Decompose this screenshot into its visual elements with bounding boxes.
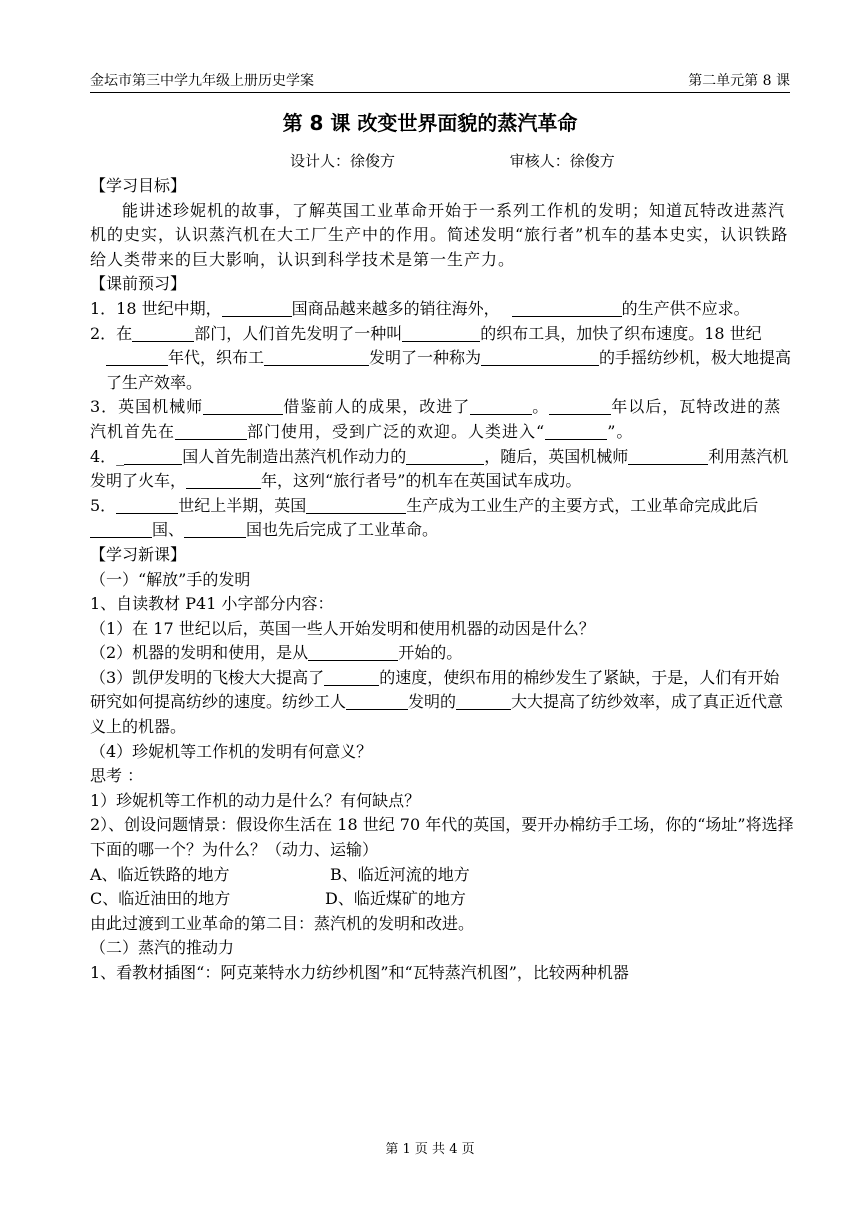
page-header — [90, 70, 790, 93]
item1: 1、自读教材 P41 小字部分内容： — [90, 594, 334, 614]
credits — [290, 150, 615, 171]
page-footer: 第 1 页 共 4 页 — [385, 1142, 475, 1157]
page-title: 第 8 课 改变世界面貌的蒸汽革命 — [282, 111, 578, 135]
sub-q3: （3）凯伊发明的飞梭大大提高了 的速度，使织布用的棉纱发生了紧缺，于是，人们有开始研究如何提高纺纱的速度。纺纱工人 发明的 大大提高了纺纱效率，成了真正近代意义上的机器。 — [90, 667, 784, 737]
designer: 设计人：徐俊方 — [290, 152, 396, 170]
reviewer: 审核人：徐俊方 — [509, 152, 615, 170]
preview-q5: 5． 世纪上半期，英国 生产成为工业生产的主要方式，工业革命完成此后国、 国也先后完成了工业革命。 — [90, 495, 759, 540]
preview-q3: 3．英国机械师 借鉴前人的成果，改进了 。 年以后，瓦特改进的蒸汽机首先在 部门使用，受到广泛的欢迎。人类进入“ ”。 — [90, 397, 782, 441]
option-a: A、临近铁路的地方 — [90, 864, 230, 884]
preview-q1: 1．18 世纪中期， 国商品越来越多的销往海外， 的生产供不应求。 — [90, 298, 750, 318]
part1-title: （一）“解放”手的发明 — [90, 569, 251, 589]
sub-q2: （2）机器的发明和使用，是从 开始的。 — [90, 643, 463, 663]
transition-text: 由此过渡到工业革命的第二目：蒸汽机的发明和改进。 — [90, 913, 475, 933]
sub-q1: （1）在 17 世纪以后，英国一些人开始发明和使用机器的动因是什么？ — [90, 618, 595, 638]
think-q1: 1）珍妮机等工作机的动力是什么？有何缺点？ — [90, 790, 421, 810]
header-unit: 第二单元第 8 课 — [688, 73, 790, 89]
sub-q4: （4）珍妮机等工作机的发明有何意义？ — [90, 741, 373, 761]
preview-q2: 2．在 部门，人们首先发明了一种叫 的织布工具，加快了织布速度。18 世纪年代，织布工 发明了一种称为 的手摇纺纱机，极大地提高了生产效率。 — [90, 323, 792, 392]
section-new: 【学习新课】 — [90, 544, 187, 564]
think-q2: 2）、创设问题情景：假设你生活在 18 世纪 70 年代的英国，要开办棉纺手工场，你的“场址”将选择下面的哪一个？为什么？（动力、运输） — [90, 815, 794, 860]
options-row-2 — [90, 887, 795, 912]
part2-title: （二）蒸汽的推动力 — [90, 938, 235, 958]
think-label: 思考 ： — [90, 766, 144, 786]
header-school: 金坛市第三中学九年级上册历史学案 — [90, 73, 314, 89]
section-goals: 【学习目标】 — [90, 176, 187, 195]
section-preview: 【课前预习】 — [90, 274, 187, 294]
document-body — [90, 174, 795, 986]
option-b: B、临近河流的地方 — [330, 864, 470, 884]
option-c: C、临近油田的地方 — [90, 889, 231, 909]
goals-text: 能讲述珍妮机的故事，了解英国工业革命开始于一系列工作机的发明；知道瓦特改进蒸汽机的史实，认识蒸汽机在大工厂生产中的作用。简述发明“旅行者”机车的基本史实，认识铁路给人类带来的巨大影响，认识到科学技术是第一生产力。 — [90, 200, 789, 269]
item2: 1、看教材插图“：阿克莱特水力纺纱机图”和“瓦特蒸汽机图”，比较两种机器 — [90, 963, 629, 982]
preview-q4: 4．_ 国人首先制造出蒸汽机作动力的 ，随后，英国机械师 利用蒸汽机发明了火车， 年，这列“旅行者号”的机车在英国试车成功。 — [90, 446, 789, 491]
options-row-1 — [90, 863, 795, 888]
option-d: D、临近煤矿的地方 — [325, 889, 466, 909]
